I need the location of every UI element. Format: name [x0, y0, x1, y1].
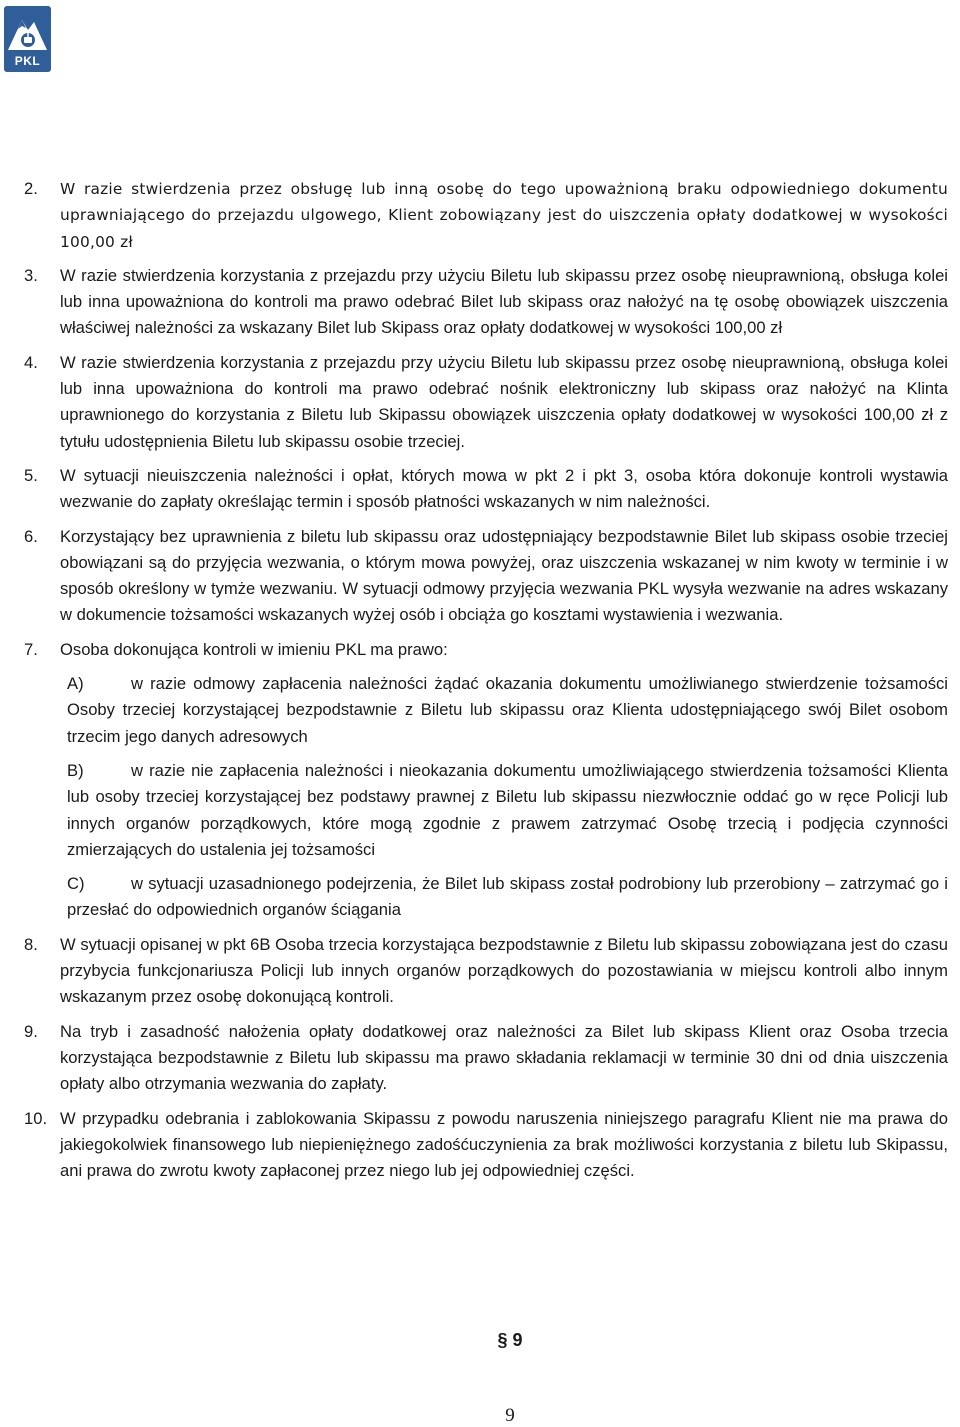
- sub-item-text: w razie nie zapłacenia należności i nieokazania dokumentu umożliwiającego stwierdzenia tożsamości Klienta lub osoby trzeciej korzystającej bez podstawy prawnej z Biletu lub skipassu niezwłocznie oddać go w ręce Policji lub innych organów porządkowych, które mogą zgodnie z prawem zatrzymać Osobę trzecią i podjęcia czynności zmierzających do ustalenia jej tożsamości: [67, 760, 948, 859]
- item-text: W przypadku odebrania i zablokowania Skipassu z powodu naruszenia niniejszego paragrafu Klient nie ma prawa do jakiegokolwiek finansowego lub niepieniężnego zadośćuczynienia za brak możliwości korzystania z biletu lub Skipassu, ani prawa do zwrotu kwoty zapłaconej przez niego lub jej odpowiedniej części.: [60, 1108, 948, 1181]
- page-number: 9: [505, 1405, 515, 1426]
- item-number: 10.: [24, 1108, 48, 1128]
- item-text: Korzystający bez uprawnienia z biletu lub skipassu oraz udostępniający bezpodstawnie Bilet lub skipass osobie trzeciej obowiązani są do przyjęcia wezwania, o którym mowa powyżej, oraz uiszczenia wskazanej w nim kwoty w terminie i w sposób określony w tymże wezwaniu. W sytuacji odmowy przyjęcia wezwania PKL wysyła wezwanie na adres wskazany w dokumencie tożsamości wskazanych wyżej osób i obciąża go kosztami wystawienia i wezwania.: [60, 526, 948, 625]
- list-item: [24, 932, 948, 1011]
- list-item: [24, 637, 948, 663]
- sub-item-label: A): [67, 674, 84, 694]
- item-text: W razie stwierdzenia korzystania z przejazdu przy użyciu Biletu lub skipassu przez osobę nieuprawnioną, obsługa kolei lub inna upoważniona do kontroli ma prawo odebrać nośnik elektroniczny lub skipass oraz nałożyć na Klinta uprawnionego do korzystania z Biletu lub Skipassu obowiązek uiszczenia opłaty dodatkowej w wysokości 100,00 zł z tytułu udostępnienia Biletu lub skipassu osobie trzeciej.: [60, 352, 948, 451]
- item-text: Osoba dokonująca kontroli w imieniu PKL ma prawo:: [60, 639, 448, 659]
- item-text: W razie stwierdzenia przez obsługę lub inną osobę do tego upoważnioną braku odpowiedniego dokumentu uprawniającego do przejazdu ulgowego, Klient zobowiązany jest do uiszczenia opłaty dodatkowej w wysokości 100,00 zł: [60, 180, 948, 251]
- logo-text: PKL: [14, 54, 41, 68]
- list-item: [24, 524, 948, 629]
- sub-item-text: w sytuacji uzasadnionego podejrzenia, że Bilet lub skipass został podrobiony lub przerobiony – zatrzymać go i przesłać do odpowiednich organów ściągania: [67, 874, 948, 920]
- list-item: [24, 176, 948, 255]
- item-number: 2.: [24, 179, 38, 198]
- mountain-cablecar-icon: [4, 6, 51, 56]
- item-number: 7.: [24, 639, 38, 659]
- pkl-logo: [4, 6, 51, 72]
- list-item: [24, 263, 948, 342]
- item-text: Na tryb i zasadność nałożenia opłaty dodatkowej oraz należności za Bilet lub skipass Klient oraz Osoba trzecia korzystająca bezpodstawnie z Biletu lub skipassu ma prawo składania reklamacji w terminie 30 dni od dnia uiszczenia opłaty albo otrzymania wezwania do zapłaty.: [60, 1021, 948, 1094]
- item-number: 5.: [24, 465, 38, 485]
- list-item: [24, 1106, 948, 1185]
- list-item: [24, 1019, 948, 1098]
- sub-item: [67, 758, 948, 863]
- item-number: 8.: [24, 934, 38, 954]
- sub-item-label: B): [67, 760, 84, 780]
- item-number: 9.: [24, 1021, 38, 1041]
- sub-item: [67, 671, 948, 750]
- list-item: [24, 463, 948, 516]
- sub-item: [67, 871, 948, 924]
- item-number: 3.: [24, 265, 38, 285]
- item-number: 4.: [24, 352, 38, 372]
- item-text: W sytuacji nieuiszczenia należności i opłat, których mowa w pkt 2 i pkt 3, osoba która dokonuje kontroli wystawia wezwanie do zapłaty określając termin i sposób płatności wskazanych w nim należności.: [60, 465, 948, 512]
- sub-item-label: C): [67, 874, 85, 894]
- sub-item-text: w razie odmowy zapłacenia należności żądać okazania dokumentu umożliwianego stwierdzenie tożsamości Osoby trzeciej korzystającej bezpodstawnie z Biletu lub skipassu oraz Klienta udostępniającego swój Bilet osobom trzecim jego danych adresowych: [67, 674, 948, 746]
- item-text: W sytuacji opisanej w pkt 6B Osoba trzecia korzystająca bezpodstawnie z Biletu lub skipassu zobowiązana jest do czasu przybycia funkcjonariusza Policji lub innych organów porządkowych do pozostawiania w miejscu kontroli albo innym wskazanym przez osobę dokonującą kontroli.: [60, 934, 948, 1007]
- section-heading: § 9: [497, 1330, 523, 1350]
- list-item: [24, 350, 948, 455]
- item-text: W razie stwierdzenia korzystania z przejazdu przy użyciu Biletu lub skipassu przez osobę nieuprawnioną, obsługa kolei lub inna upoważniona do kontroli ma prawo odebrać Bilet lub skipass oraz nałożyć na tę osobę obowiązek uiszczenia właściwej należności za wskazany Bilet lub Skipass oraz opłaty dodatkowej w wysokości 100,00 zł: [60, 265, 948, 338]
- regulation-content: [24, 176, 948, 1192]
- item-number: 6.: [24, 526, 38, 546]
